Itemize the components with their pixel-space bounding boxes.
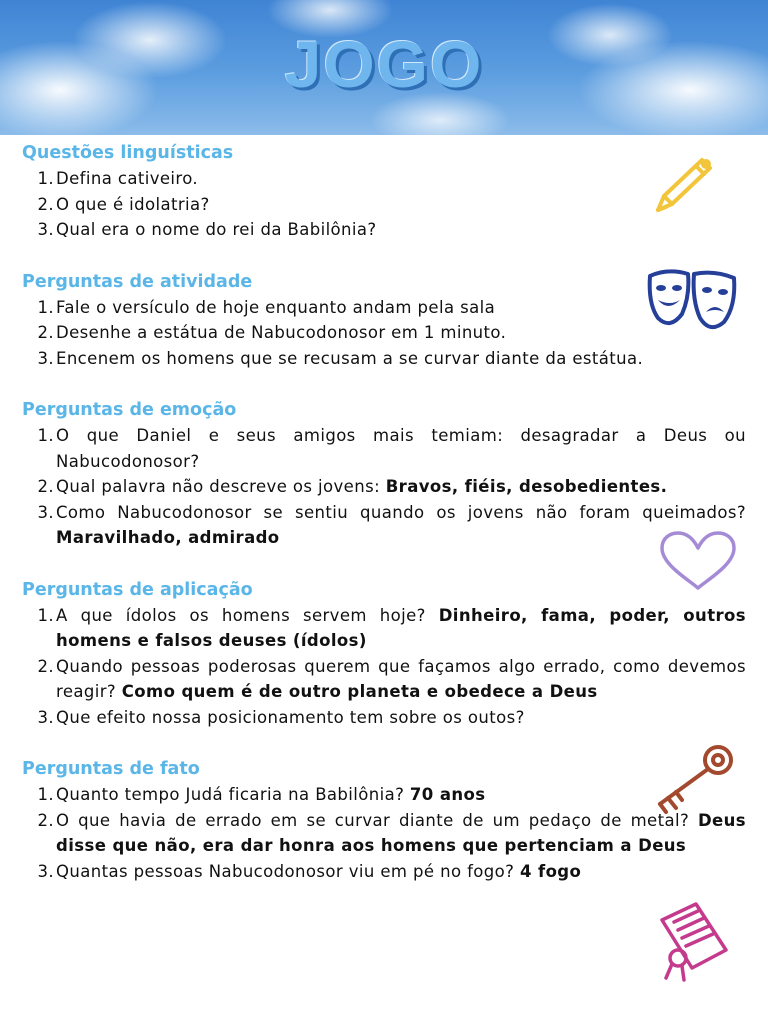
- question-answer: Dinheiro, fama, poder, outros homens e falsos deuses (ídolos): [56, 605, 746, 650]
- question-number: 1.: [37, 297, 54, 317]
- question-number: 1.: [37, 785, 54, 804]
- question-item: [22, 500, 746, 551]
- question-number: 1.: [37, 426, 54, 445]
- question-number: 3.: [37, 502, 54, 522]
- question-item: [22, 192, 746, 218]
- question-answer: 70 anos: [409, 785, 486, 804]
- question-answer: Deus disse que não, era dar honra aos homens que pertenciam a Deus: [56, 810, 746, 855]
- question-list: [22, 295, 746, 372]
- question-item: [22, 859, 746, 885]
- question-text: [56, 808, 746, 859]
- question-prompt: Como Nabucodonosor se sentiu quando os jovens não foram queimados?: [56, 502, 746, 522]
- question-prompt: O que havia de errado em se curvar diante de um pedaço de metal?: [56, 810, 698, 830]
- question-prompt: Desenhe a estátua de Nabucodonosor em 1 minuto.: [56, 323, 507, 342]
- question-number: 2.: [37, 810, 54, 830]
- question-prompt: Encenem os homens que se recusam a se curvar diante da estátua.: [56, 348, 644, 368]
- section-title: Perguntas de aplicação: [22, 579, 253, 600]
- question-list: [22, 603, 746, 731]
- question-text: [56, 654, 746, 705]
- question-prompt: O que Daniel e seus amigos mais temiam: desagradar a Deus ou Nabucodonosor?: [56, 426, 746, 471]
- section-title: Questões linguísticas: [22, 143, 234, 163]
- question-item: [22, 320, 746, 346]
- question-item: [22, 423, 746, 474]
- question-number: 3.: [37, 707, 54, 727]
- question-text: [56, 500, 746, 551]
- question-prompt: Quando pessoas poderosas querem que façamos algo errado, como devemos reagir?: [56, 656, 746, 701]
- question-prompt: Quanto tempo Judá ficaria na Babilônia?: [56, 785, 410, 804]
- question-number: 1.: [37, 169, 54, 188]
- section-linguistic: [22, 140, 746, 243]
- question-item: [22, 808, 746, 859]
- question-text: [56, 320, 746, 346]
- question-number: 3.: [37, 220, 54, 239]
- section-activity: [22, 269, 746, 372]
- heart-icon: [656, 530, 740, 592]
- question-answer: Bravos, fiéis, desobedientes.: [385, 477, 668, 496]
- question-text: [56, 166, 746, 192]
- question-item: [22, 603, 746, 654]
- theater-masks-icon: [644, 266, 740, 336]
- question-text: [56, 782, 746, 808]
- question-item: [22, 217, 746, 243]
- sky-banner: [0, 0, 768, 135]
- question-text: [56, 474, 746, 500]
- question-answer: 4 fogo: [519, 861, 582, 881]
- question-text: [56, 192, 746, 218]
- question-number: 2.: [37, 323, 54, 342]
- section-application: [22, 577, 746, 731]
- question-number: 2.: [37, 656, 54, 676]
- section-title: Perguntas de fato: [22, 759, 200, 779]
- question-list: [22, 166, 746, 243]
- question-number: 1.: [37, 605, 54, 625]
- question-prompt: Defina cativeiro.: [56, 169, 199, 188]
- question-item: [22, 346, 746, 372]
- question-text: [56, 705, 746, 731]
- question-list: [22, 782, 746, 884]
- section-title: Perguntas de emoção: [22, 400, 237, 420]
- section-title: Perguntas de atividade: [22, 271, 253, 292]
- question-answer: Como quem é de outro planeta e obedece a Deus: [121, 682, 598, 701]
- question-text: [56, 603, 746, 654]
- question-item: [22, 474, 746, 500]
- question-item: [22, 705, 746, 731]
- question-prompt: A que ídolos os homens servem hoje?: [56, 605, 439, 625]
- question-list: [22, 423, 746, 551]
- question-content: [22, 140, 746, 910]
- question-item: [22, 782, 746, 808]
- question-text: [56, 859, 746, 885]
- scroll-icon: [656, 900, 732, 982]
- question-prompt: Fale o versículo de hoje enquanto andam pela sala: [56, 297, 496, 317]
- question-item: [22, 654, 746, 705]
- question-text: [56, 423, 746, 474]
- question-text: [56, 346, 746, 372]
- question-prompt: Quantas pessoas Nabucodonosor viu em pé no fogo?: [56, 861, 520, 881]
- question-prompt: Que efeito nossa posicionamento tem sobre os outos?: [56, 707, 525, 727]
- question-text: [56, 295, 746, 321]
- section-fact: [22, 756, 746, 884]
- question-number: 2.: [37, 477, 54, 496]
- banner-title: JOGO: [284, 27, 484, 101]
- question-prompt: Qual palavra não descreve os jovens:: [56, 477, 386, 496]
- question-prompt: Qual era o nome do rei da Babilônia?: [56, 220, 377, 239]
- question-number: 2.: [37, 194, 54, 214]
- key-icon: [650, 742, 740, 816]
- question-number: 3.: [37, 348, 54, 368]
- pencil-icon: [648, 150, 718, 216]
- section-emotion: [22, 397, 746, 551]
- question-answer: Maravilhado, admirado: [56, 528, 280, 547]
- question-number: 3.: [37, 861, 54, 881]
- question-item: [22, 295, 746, 321]
- question-text: [56, 217, 746, 243]
- question-prompt: O que é idolatria?: [56, 194, 210, 214]
- question-item: [22, 166, 746, 192]
